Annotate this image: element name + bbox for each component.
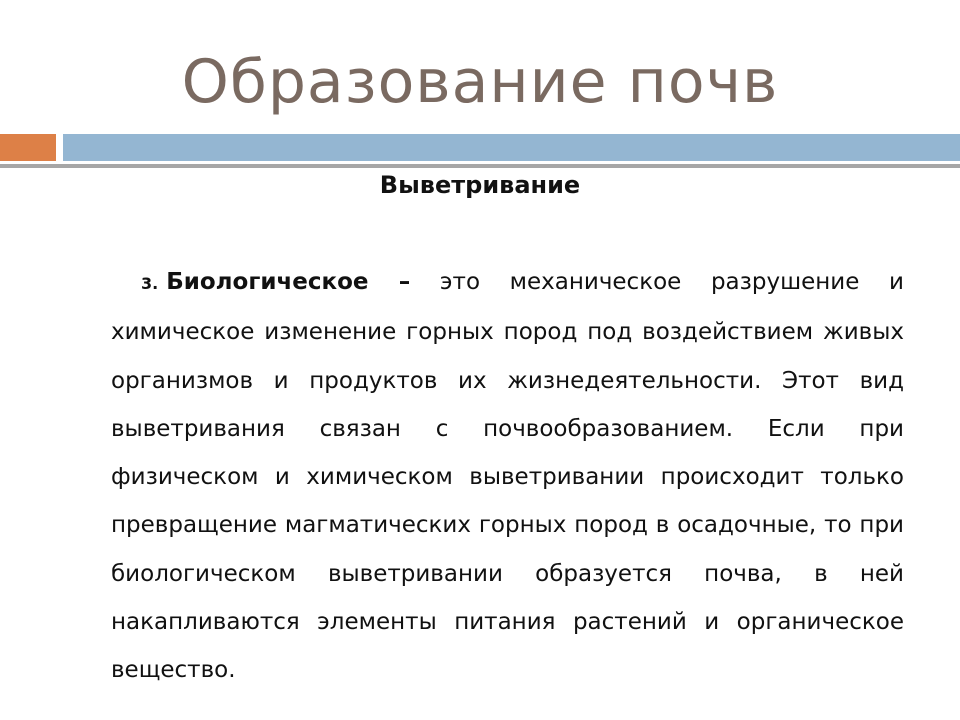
accent-bar-orange <box>0 134 56 161</box>
slide-title: Образование почв <box>181 47 779 117</box>
item-number: 3. <box>141 274 159 293</box>
accent-bar-blue <box>63 134 960 161</box>
slide-subtitle: Выветривание <box>379 171 581 199</box>
body-paragraph <box>111 258 904 695</box>
term-label: Биологическое – <box>166 269 411 295</box>
definition-text: это механическое разрушение и химическое изменение горных пород под воздействием живых организмов и продуктов их жизнедеятельности. Этот вид выветривания связан с почвообразованием. Если при физическом и химическом выветривании происходит только превращение магматических горных пород в осадочные, то при биологическом выветривании образуется почва, в ней накапливаются элементы питания растений и органическое вещество. <box>111 269 904 684</box>
